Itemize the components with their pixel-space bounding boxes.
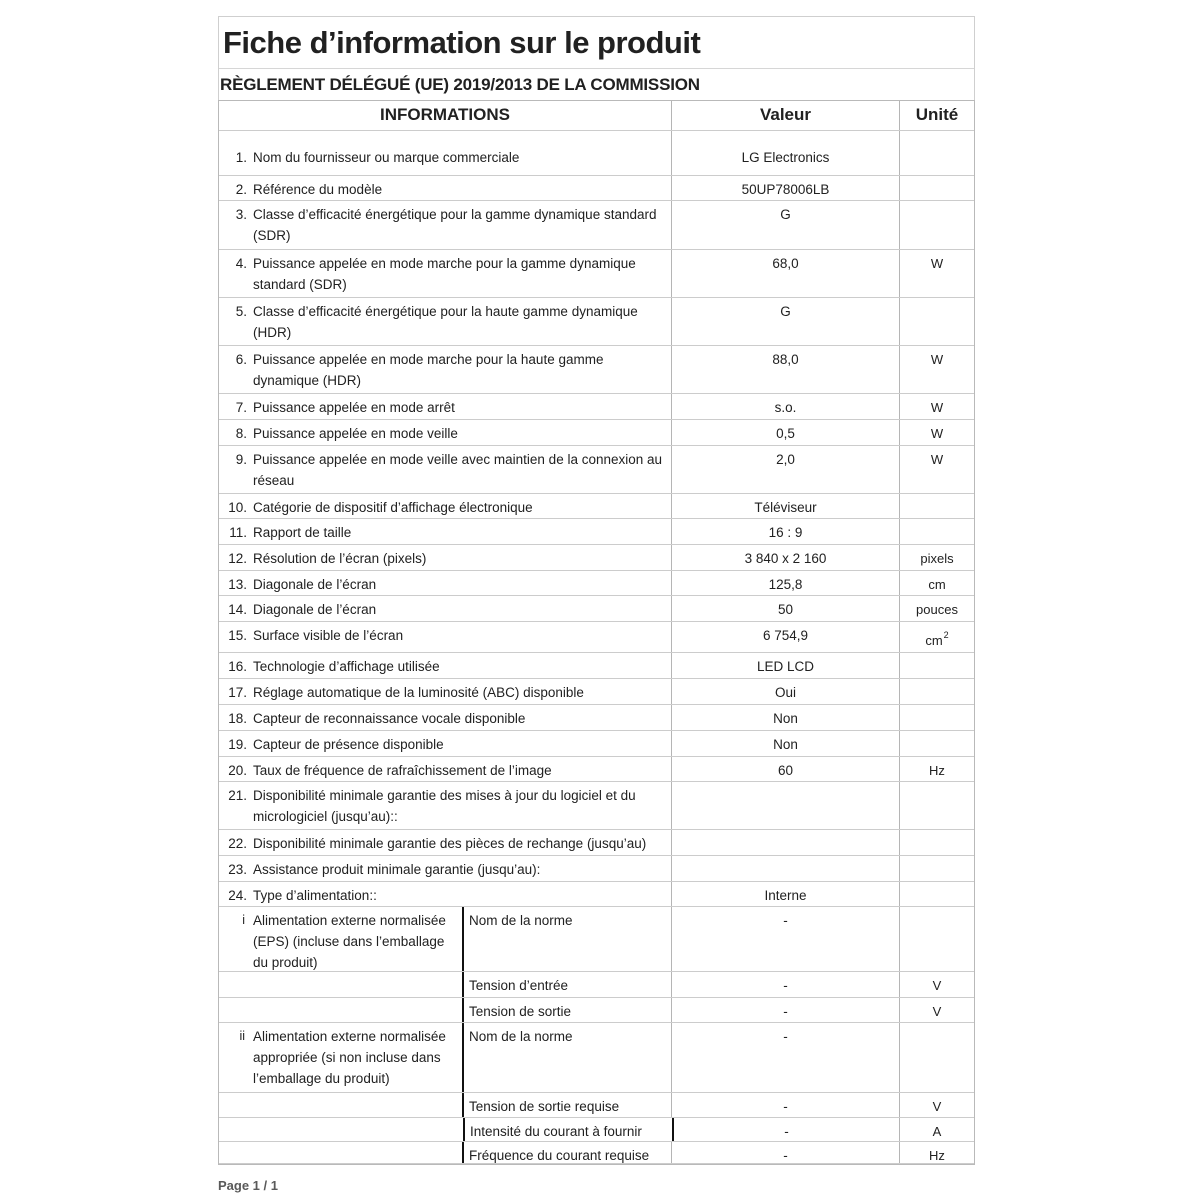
subrow-group-cell xyxy=(219,972,462,997)
row-label-cell xyxy=(219,596,671,621)
row-value: 6 754,9 xyxy=(671,622,899,652)
subrow-group-index xyxy=(219,1118,253,1141)
table-row xyxy=(219,176,974,201)
row-value: 3 840 x 2 160 xyxy=(671,545,899,570)
row-number: 22. xyxy=(228,836,247,851)
row-value: - xyxy=(671,1093,899,1117)
row-label: Nom du fournisseur ou marque commerciale xyxy=(253,150,520,165)
row-label: Disponibilité minimale garantie des mises à jour du logiciel et du micrologiciel (jusqu’au):: xyxy=(253,788,636,824)
row-unit: cm xyxy=(899,571,974,595)
row-label-cell xyxy=(219,176,671,200)
subrow-group-label xyxy=(253,972,462,997)
row-unit: W xyxy=(899,394,974,419)
row-label-cell xyxy=(219,346,671,393)
row-value xyxy=(671,830,899,855)
table-row xyxy=(219,653,974,679)
row-number: 6. xyxy=(235,352,247,367)
row-label: Rapport de taille xyxy=(253,525,352,540)
subrow-label: Intensité du courant à fournir xyxy=(463,1118,672,1141)
row-value: 125,8 xyxy=(671,571,899,595)
row-value: G xyxy=(671,298,899,345)
row-number: 9. xyxy=(235,452,247,467)
row-label: Surface visible de l’écran xyxy=(253,628,404,643)
subrow-group-label: Alimentation externe normalisée (EPS) (incluse dans l’emballage du produit) xyxy=(253,913,446,970)
row-label: Résolution de l’écran (pixels) xyxy=(253,551,427,566)
row-unit: V xyxy=(899,998,974,1022)
row-label-cell xyxy=(219,201,671,249)
row-label: Classe d’efficacité énergétique pour la gamme dynamique standard (SDR) xyxy=(253,207,657,243)
document-subtitle: RÈGLEMENT DÉLÉGUÉ (UE) 2019/2013 DE LA COMMISSION xyxy=(220,74,700,94)
row-unit xyxy=(899,653,974,678)
row-value: 60 xyxy=(671,757,899,781)
row-label: Réglage automatique de la luminosité (ABC) disponible xyxy=(253,685,584,700)
row-value: Téléviseur xyxy=(671,494,899,518)
row-label-cell xyxy=(219,622,671,652)
table-body xyxy=(219,131,974,1164)
table-subrow xyxy=(219,1142,974,1164)
column-header-unite: Unité xyxy=(899,101,974,130)
row-number: 3. xyxy=(235,207,247,222)
row-value: 2,0 xyxy=(671,446,899,493)
row-value: Interne xyxy=(671,882,899,906)
row-label: Capteur de reconnaissance vocale disponible xyxy=(253,711,526,726)
row-value: - xyxy=(671,907,899,971)
row-label-cell xyxy=(219,882,671,906)
table-row xyxy=(219,757,974,782)
subrow-group-label xyxy=(253,1118,463,1141)
row-number: 15. xyxy=(228,628,247,643)
row-label-cell xyxy=(219,830,671,855)
row-value: - xyxy=(672,1118,899,1141)
row-unit xyxy=(899,201,974,249)
row-value: Non xyxy=(671,705,899,730)
row-value: 50 xyxy=(671,596,899,621)
row-label: Disponibilité minimale garantie des pièces de rechange (jusqu’au) xyxy=(253,836,647,851)
table-row xyxy=(219,298,974,346)
row-label-cell xyxy=(219,679,671,704)
subrow-label: Nom de la norme xyxy=(462,1023,671,1092)
row-label-cell xyxy=(219,446,671,493)
row-value: G xyxy=(671,201,899,249)
row-label-cell xyxy=(219,757,671,781)
row-unit: Hz xyxy=(899,757,974,781)
unit-superscript: 2 xyxy=(943,630,949,640)
row-label-cell xyxy=(219,494,671,518)
row-number: 12. xyxy=(228,551,247,566)
row-number: 23. xyxy=(228,862,247,877)
table-row xyxy=(219,519,974,545)
row-label: Assistance produit minimale garantie (jusqu’au): xyxy=(253,862,541,877)
subrow-group-index xyxy=(219,972,253,997)
subrow-group-index: i xyxy=(242,913,245,927)
row-unit xyxy=(899,298,974,345)
row-unit: V xyxy=(899,1093,974,1117)
subrow-group-cell xyxy=(219,998,462,1022)
row-unit xyxy=(899,494,974,518)
row-unit xyxy=(899,782,974,829)
row-unit xyxy=(899,856,974,881)
subrow-group-index xyxy=(219,1142,253,1163)
table-subrow xyxy=(219,1118,974,1142)
row-unit xyxy=(899,1023,974,1092)
table-subrow xyxy=(219,907,974,972)
table-row xyxy=(219,446,974,494)
row-label-cell xyxy=(219,571,671,595)
table-row xyxy=(219,731,974,757)
row-value: 50UP78006LB xyxy=(671,176,899,200)
subrow-group-cell xyxy=(219,1093,462,1117)
row-label-cell xyxy=(219,298,671,345)
row-number: 24. xyxy=(228,888,247,903)
table-row xyxy=(219,882,974,907)
subrow-label: Tension d’entrée xyxy=(462,972,671,997)
row-label: Puissance appelée en mode veille avec maintien de la connexion au réseau xyxy=(253,452,663,488)
table-subrow xyxy=(219,998,974,1023)
row-label: Taux de fréquence de rafraîchissement de l’image xyxy=(253,763,552,778)
table-subrow xyxy=(219,1023,974,1093)
table-row xyxy=(219,494,974,519)
row-unit: pouces xyxy=(899,596,974,621)
subrow-group-label xyxy=(253,998,462,1022)
row-value: - xyxy=(671,1023,899,1092)
subrow-group-label xyxy=(253,1142,462,1163)
row-label: Type d’alimentation:: xyxy=(253,888,377,903)
row-number: 18. xyxy=(228,711,247,726)
subrow-group-index xyxy=(219,998,253,1022)
row-label-cell xyxy=(219,420,671,445)
row-unit: pixels xyxy=(899,545,974,570)
subrow-group-index: ii xyxy=(239,1029,245,1043)
subrow-group-label: Alimentation externe normalisée appropriée (si non incluse dans l’emballage du produit) xyxy=(253,1029,446,1086)
row-value: 68,0 xyxy=(671,250,899,297)
row-label: Diagonale de l’écran xyxy=(253,577,377,592)
row-unit: W xyxy=(899,250,974,297)
row-unit xyxy=(899,882,974,906)
row-number: 17. xyxy=(228,685,247,700)
table-row xyxy=(219,856,974,882)
row-value: Non xyxy=(671,731,899,756)
row-value: 0,5 xyxy=(671,420,899,445)
page-number-label: Page 1 / 1 xyxy=(218,1178,278,1193)
row-value: s.o. xyxy=(671,394,899,419)
row-number: 7. xyxy=(235,400,247,415)
row-label: Référence du modèle xyxy=(253,182,383,197)
row-unit xyxy=(899,679,974,704)
product-info-table xyxy=(218,100,975,1165)
table-row xyxy=(219,622,974,653)
subrow-group-cell xyxy=(219,1118,463,1141)
row-number: 4. xyxy=(235,256,247,271)
row-label: Technologie d’affichage utilisée xyxy=(253,659,440,674)
row-label-cell xyxy=(219,782,671,829)
table-row xyxy=(219,705,974,731)
row-value: 88,0 xyxy=(671,346,899,393)
row-label-cell xyxy=(219,250,671,297)
row-number: 19. xyxy=(228,737,247,752)
row-unit xyxy=(899,907,974,971)
row-value: - xyxy=(671,1142,899,1163)
table-row xyxy=(219,782,974,830)
row-unit: Hz xyxy=(899,1142,974,1163)
row-label: Capteur de présence disponible xyxy=(253,737,444,752)
table-row xyxy=(219,420,974,446)
row-label-cell xyxy=(219,545,671,570)
table-header-row xyxy=(219,101,974,131)
product-fiche-document xyxy=(218,16,975,1193)
row-unit xyxy=(899,830,974,855)
row-unit: W xyxy=(899,446,974,493)
table-subrow xyxy=(219,972,974,998)
row-label-cell xyxy=(219,705,671,730)
row-number: 16. xyxy=(228,659,247,674)
row-label: Puissance appelée en mode arrêt xyxy=(253,400,455,415)
row-value xyxy=(671,856,899,881)
table-row xyxy=(219,346,974,394)
table-row xyxy=(219,596,974,622)
table-row xyxy=(219,131,974,176)
column-header-informations: INFORMATIONS xyxy=(379,105,510,124)
row-label-cell xyxy=(219,856,671,881)
subrow-group-cell xyxy=(219,1023,462,1092)
row-value: Oui xyxy=(671,679,899,704)
table-row xyxy=(219,394,974,420)
row-label: Classe d’efficacité énergétique pour la haute gamme dynamique (HDR) xyxy=(253,304,638,340)
subrow-group-cell xyxy=(219,907,462,971)
row-unit xyxy=(899,705,974,730)
row-label: Puissance appelée en mode marche pour la gamme dynamique standard (SDR) xyxy=(253,256,636,292)
row-value: LED LCD xyxy=(671,653,899,678)
row-value: - xyxy=(671,998,899,1022)
row-unit: $cm^2$ xyxy=(899,622,974,652)
row-unit: W xyxy=(899,420,974,445)
row-unit xyxy=(899,519,974,544)
table-subrow xyxy=(219,1093,974,1118)
document-header xyxy=(218,16,975,100)
row-label: Diagonale de l’écran xyxy=(253,602,377,617)
row-label-cell xyxy=(219,394,671,419)
column-header-valeur: Valeur xyxy=(671,101,899,130)
row-unit: W xyxy=(899,346,974,393)
document-title: Fiche d’information sur le produit xyxy=(219,17,974,69)
row-number: 13. xyxy=(228,577,247,592)
row-number: 2. xyxy=(235,182,247,197)
subrow-label: Tension de sortie xyxy=(462,998,671,1022)
row-number: 5. xyxy=(235,304,247,319)
row-value: LG Electronics xyxy=(671,131,899,175)
row-number: 11. xyxy=(229,525,247,540)
row-label-cell xyxy=(219,519,671,544)
row-label: Puissance appelée en mode marche pour la haute gamme dynamique (HDR) xyxy=(253,352,604,388)
row-value: - xyxy=(671,972,899,997)
row-unit: A xyxy=(899,1118,974,1141)
row-label-cell xyxy=(219,731,671,756)
table-row xyxy=(219,679,974,705)
row-unit xyxy=(899,176,974,200)
row-number: 10. xyxy=(228,500,247,515)
row-number: 8. xyxy=(235,426,247,441)
row-unit: V xyxy=(899,972,974,997)
table-row xyxy=(219,250,974,298)
row-label-cell xyxy=(219,653,671,678)
table-row xyxy=(219,545,974,571)
table-row xyxy=(219,571,974,596)
subrow-label: Tension de sortie requise xyxy=(462,1093,671,1117)
row-number: 14. xyxy=(228,602,247,617)
row-label: Catégorie de dispositif d’affichage électronique xyxy=(253,500,533,515)
row-value: 16 : 9 xyxy=(671,519,899,544)
subrow-label: Nom de la norme xyxy=(462,907,671,971)
row-number: 21. xyxy=(228,788,247,803)
subrow-group-cell xyxy=(219,1142,462,1163)
row-number: 20. xyxy=(228,763,247,778)
subrow-label: Fréquence du courant requise xyxy=(462,1142,671,1163)
row-unit xyxy=(899,131,974,175)
subrow-group-label xyxy=(253,1093,462,1117)
row-unit xyxy=(899,731,974,756)
row-value xyxy=(671,782,899,829)
table-row xyxy=(219,201,974,250)
row-number: 1. xyxy=(235,150,247,165)
subrow-group-index xyxy=(219,1093,253,1117)
row-label-cell xyxy=(219,131,671,175)
table-row xyxy=(219,830,974,856)
row-label: Puissance appelée en mode veille xyxy=(253,426,458,441)
